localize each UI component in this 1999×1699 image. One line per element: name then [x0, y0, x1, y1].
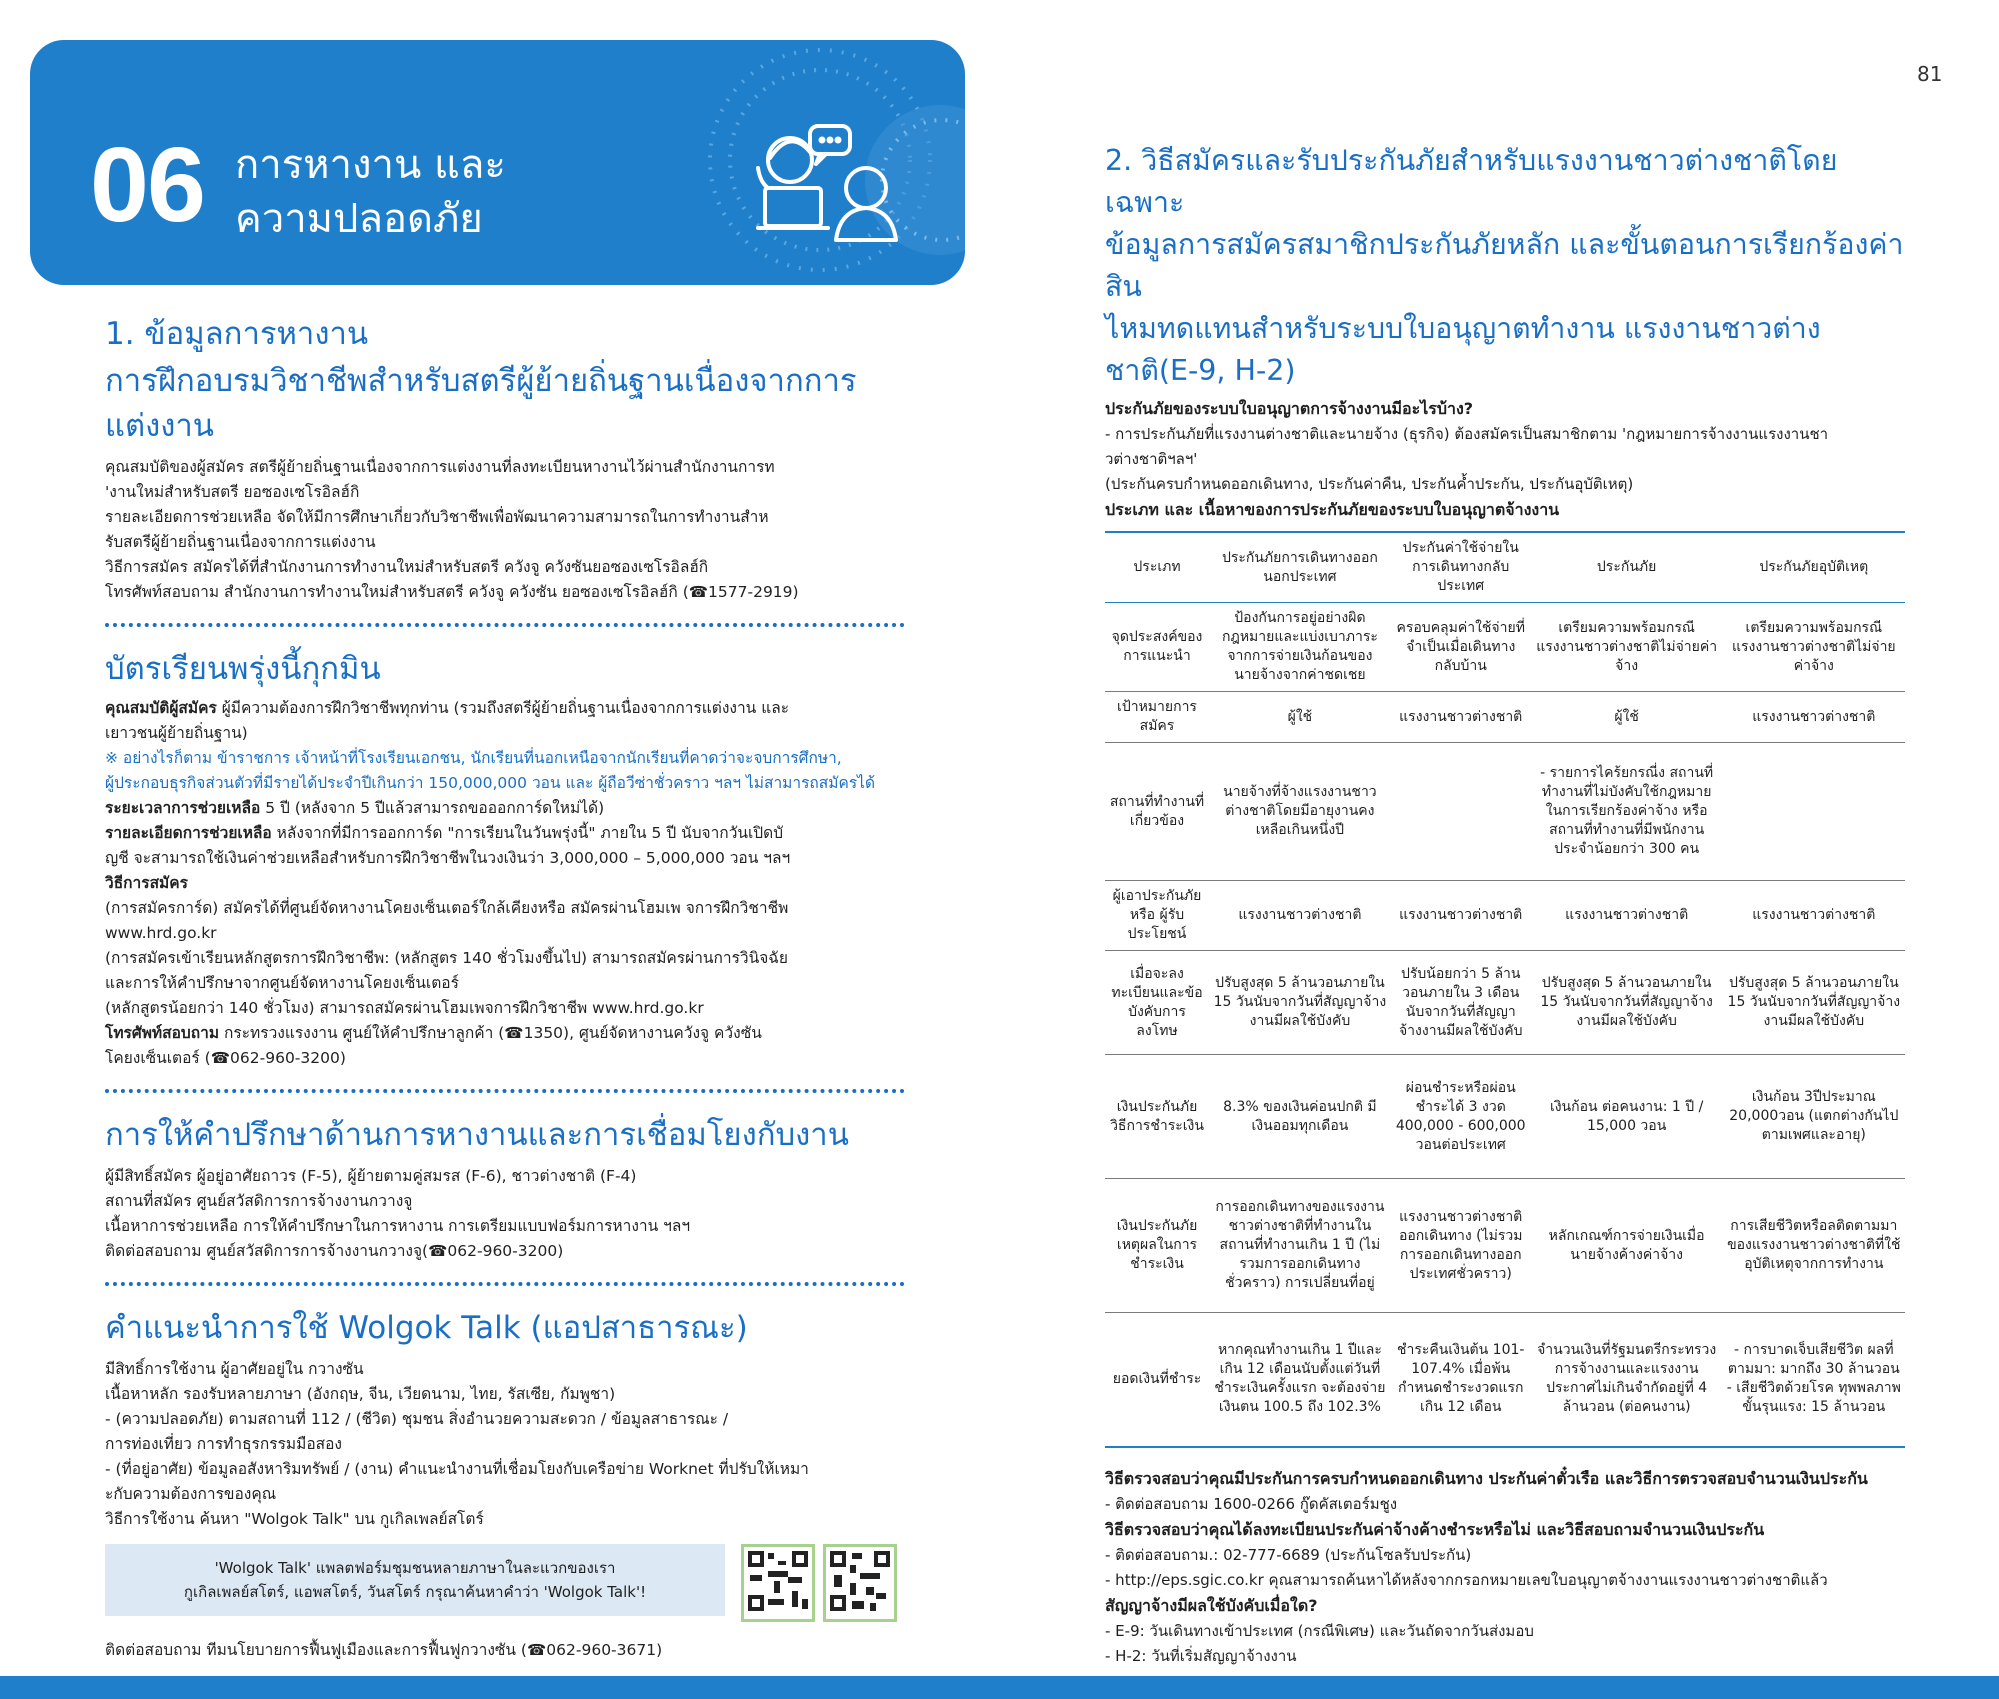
bottom-bar: [0, 1676, 1999, 1699]
page-number-right: 81: [1917, 62, 1943, 86]
section3-title: การให้คำปรึกษาด้านการหางานและการเชื่อมโยงกับงาน: [105, 1117, 849, 1153]
chapter-title-line1: การหางาน และ: [235, 142, 506, 188]
table-header-cell: ประกันภัยการเดินทางออกนอกประเทศ: [1209, 532, 1391, 603]
section1-subtitle: การฝึกอบรมวิชาชีพสำหรับสตรีผู้ย้ายถิ่นฐานเนื่องจากการแต่งงาน: [105, 363, 857, 444]
s2-label: รายละเอียดการช่วยเหลือ: [105, 824, 272, 842]
table-cell: 8.3% ของเงินค่อนปกติ มีเงินออมทุกเดือน: [1209, 1055, 1391, 1179]
callout-line2: กูเกิลเพลย์สโตร์, แอพสโตร์, วันสโตร์ กรุณาค้นหาคำว่า 'Wolgok Talk'!: [183, 1583, 647, 1601]
section4-title: คำแนะนำการใช้ Wolgok Talk (แอปสาธารณะ): [105, 1310, 748, 1346]
s2-text: กระทรวงแรงงาน ศูนย์ให้คำปรึกษาลูกค้า (☎1350), ศูนย์จัดหางานควังจู ควังซัน: [219, 1024, 762, 1042]
consultation-icon: [670, 40, 965, 285]
left-column: [105, 312, 905, 1699]
table-row-header: ผู้เอาประกันภัย หรือ ผู้รับประโยชน์: [1105, 881, 1209, 951]
s2-text: เยาวชนผู้ย้ายถิ่นฐาน): [105, 724, 248, 742]
s2-line: [105, 921, 905, 946]
question-check-departure: วิธีตรวจสอบว่าคุณมีประกันการครบกำหนดออกเดินทาง ประกันค่าตั๋วเรือ และวิธีการตรวจสอบจำนวนเงินประกัน: [1105, 1468, 1868, 1488]
s2-text: (หลักสูตรน้อยกว่า 140 ชั่วโมง) สามารถสมัครผ่านโฮมเพจการฝึกวิชาชีพ www.hrd.go.kr: [105, 999, 704, 1017]
s2-line: [105, 696, 905, 721]
s2-text: 5 ปี (หลังจาก 5 ปีแล้วสามารถขอออกการ์ดใหม่ได้): [260, 799, 605, 817]
table-cell: ครอบคลุมค่าใช้จ่ายที่จำเป็นเมื่อเดินทางกลับบ้าน: [1391, 603, 1531, 692]
s4-line: วิธีการใช้งาน ค้นหา "Wolgok Talk" บน กูเกิลเพลย์สโตร์: [105, 1510, 484, 1528]
table-cell: เตรียมความพร้อมกรณีแรงงานชาวต่างชาติไม่จ่ายค่าจ้าง: [1723, 603, 1905, 692]
s2-text: และการให้คำปรึกษาจากศูนย์จัดหางานโคยงเซ็นเตอร์: [105, 974, 459, 992]
table-cell: แรงงานชาวต่างชาติออกเดินทาง (ไม่รวมการออกเดินทางออกประเทศชั่วคราว): [1391, 1179, 1531, 1313]
s4-line: มีสิทธิ์การใช้งาน ผู้อาศัยอยู่ใน กวางซัน: [105, 1360, 364, 1378]
s4-line: - (ที่อยู่อาศัย) ข้อมูลอสังหาริมทรัพย์ / (งาน) คำแนะนำงานที่เชื่อมโยงกับเครือข่าย Worknet ที่ปรับให้เหมา: [105, 1460, 809, 1478]
table-cell: แรงงานชาวต่างชาติ: [1391, 881, 1531, 951]
table-cell: - การบาดเจ็บเสียชีวิต ผลที่ตามมา: มากถึง 30 ล้านวอน - เสียชีวิตด้วยโรค ทุพพลภาพขั้นรุนแรง: 15 ล้านวอน: [1723, 1313, 1905, 1447]
s2-text: ญชี จะสามารถใช้เงินค่าช่วยเหลือสำหรับการฝึกวิชาชีพในวงเงินว่า 3,000,000 – 5,000,000 วอน ฯลฯ: [105, 849, 791, 867]
table-cell: การเสียชีวิตหรือลติดตามมาของแรงงานชาวต่างชาติที่ใช้อุบัติเหตุจากการทำงาน: [1723, 1179, 1905, 1313]
s4-line: ะกับความต้องการของคุณ: [105, 1485, 277, 1503]
r-line: วต่างชาติฯลฯ': [1105, 450, 1198, 468]
s2-label: ระยะเวลาการช่วยเหลือ: [105, 799, 261, 817]
table-cell: แรงงานชาวต่างชาติ: [1209, 881, 1391, 951]
table-row-header: เมื่อจะลงทะเบียนและข้อบังคับการลงโทษ: [1105, 951, 1209, 1055]
table-header-row: [1105, 532, 1905, 603]
table-cell: เงินก้อน ต่อคนงาน: 1 ปี / 15,000 วอน: [1531, 1055, 1723, 1179]
question-insurance-types: ประกันภัยของระบบใบอนุญาตการจ้างงานมีอะไรบ้าง?: [1105, 399, 1474, 418]
s4-line: การท่องเที่ยว การทำธุรกรรมมือสอง: [105, 1435, 342, 1453]
table-row: [1105, 1179, 1905, 1313]
s1-line: วิธีการสมัคร สมัครได้ที่สำนักงานการทำงานใหม่สำหรับสตรี ควังจู ควังซันยอซองเซโรอิลฮ์กิ: [105, 558, 709, 576]
table-cell: ผ่อนชำระหรือผ่อนชำระได้ 3 งวด 400,000 - 600,000 วอนต่อประเทศ: [1391, 1055, 1531, 1179]
section1-title: 1. ข้อมูลการหางาน: [105, 316, 369, 352]
table-cell: ปรับน้อยกว่า 5 ล้านวอนภายใน 3 เดือนนับจากวันที่สัญญาจ้างงานมีผลใช้บังคับ: [1391, 951, 1531, 1055]
section4-body: [105, 1357, 905, 1532]
question-table-title: ประเภท และ เนื้อหาของการประกันภัยของระบบใบอนุญาตจ้างงาน: [1105, 500, 1560, 519]
table-cell: ผู้ใช้: [1531, 692, 1723, 743]
table-cell: จำนวนเงินที่รัฐมนตรีกระทรวงการจ้างงานและแรงงานประกาศไม่เกินจำกัดอยู่ที่ 4 ล้านวอน (ต่อคนงาน): [1531, 1313, 1723, 1447]
s2-line: [105, 821, 905, 846]
wolgok-callout: [105, 1544, 905, 1630]
question-contract-start: สัญญาจ้างมีผลใช้บังคับเมื่อใด?: [1105, 1595, 1318, 1615]
s3-line: สถานที่สมัคร ศูนย์สวัสดิการการจ้างงานกวางจู: [105, 1192, 413, 1210]
s2-note: ※ อย่างไรก็ตาม ข้าราชการ เจ้าหน้าที่โรงเรียนเอกชน, นักเรียนที่นอกเหนือจากนักเรียนที่คาดว่าจะจบการศึกษา,: [105, 749, 842, 767]
s2-line: [105, 871, 905, 896]
table-cell: แรงงานชาวต่างชาติ: [1723, 692, 1905, 743]
s1-line: คุณสมบัติของผู้สมัคร สตรีผู้ย้ายถิ่นฐานเนื่องจากการแต่งงานที่ลงทะเบียนหางานไว้ผ่านสำนักงานการท: [105, 458, 775, 476]
table-cell: นายจ้างที่จ้างแรงงานชาวต่างชาติโดยมีอายุงานคงเหลือเกินหนึ่งปี: [1209, 743, 1391, 881]
s2-line: [105, 796, 905, 821]
table-header-cell: ประกันภัย: [1531, 532, 1723, 603]
s2-line: [105, 1021, 905, 1046]
table-row: [1105, 1313, 1905, 1447]
s2-text: (การสมัครการ์ด) สมัครได้ที่ศูนย์จัดหางานโคยงเซ็นเตอร์ใกล้เคียงหรือ สมัครผ่านโฮมเพ จการฝึกวิชาชีพ: [105, 899, 789, 917]
r-line: (ประกันครบกำหนดออกเดินทาง, ประกันค่าคืน, ประกันค้ำประกัน, ประกันอุบัติเหตุ): [1105, 475, 1634, 493]
table-row: [1105, 881, 1905, 951]
section3-body: [105, 1164, 905, 1264]
s3-line: เนื้อหาการช่วยเหลือ การให้คำปรึกษาในการหางาน การเตรียมแบบฟอร์มการหางาน ฯลฯ: [105, 1217, 691, 1235]
right-title-line1: 2. วิธีสมัครและรับประกันภัยสำหรับแรงงานชาวต่างชาติโดยเฉพาะ: [1105, 144, 1838, 219]
s2-label: คุณสมบัติผู้สมัคร: [105, 699, 217, 717]
r-line: - http://eps.sgic.co.kr คุณสามารถค้นหาได้หลังจากกรอกหมายเลขใบอนุญาตจ้างงานแรงงานชาวต่างชาติแล้ว: [1105, 1570, 1828, 1589]
table-cell: แรงงานชาวต่างชาติ: [1723, 881, 1905, 951]
table-cell: ป้องกันการอยู่อย่างผิดกฎหมายและแบ่งเบาภาระจากการจ่ายเงินก้อนของนายจ้างจากค่าชดเชย: [1209, 603, 1391, 692]
s2-note: ผู้ประกอบธุรกิจส่วนตัวที่มีรายได้ประจำปีเกินกว่า 150,000,000 วอน และ ผู้ถือวีซ่าชั่วคราว ฯลฯ ไม่สามารถสมัครได้: [105, 774, 876, 792]
s2-text: www.hrd.go.kr: [105, 924, 217, 942]
table-header-cell: ประกันภัยอุบัติเหตุ: [1723, 532, 1905, 603]
table-cell: แรงงานชาวต่างชาติ: [1531, 881, 1723, 951]
r-line: - H-2: วันที่เริ่มสัญญาจ้างงาน: [1105, 1646, 1297, 1665]
callout-box: [105, 1544, 725, 1616]
right-title-line3: ไหมทดแทนสำหรับระบบใบอนุญาตทำงาน แรงงานชาวต่างชาติ(E-9, H-2): [1105, 312, 1821, 387]
table-row-header: ยอดเงินที่ชำระ: [1105, 1313, 1209, 1447]
s4-line: เนื้อหาหลัก รองรับหลายภาษา (อังกฤษ, จีน, เวียดนาม, ไทย, รัสเซีย, กัมพูชา): [105, 1385, 616, 1403]
table-row: [1105, 1055, 1905, 1179]
s1-line: 'งานใหม่สำหรับสตรี ยอซองเซโรอิลฮ์กิ: [105, 483, 360, 501]
table-header-cell: ประเภท: [1105, 532, 1209, 603]
s1-line: รายละเอียดการช่วยเหลือ จัดให้มีการศึกษาเกี่ยวกับวิชาชีพเพื่อพัฒนาความสามารถในการทำงานสำห: [105, 508, 769, 526]
qr-code-android[interactable]: [741, 1544, 815, 1622]
s1-line: รับสตรีผู้ย้ายถิ่นฐานเนื่องจากการแต่งงาน: [105, 533, 376, 551]
s2-line: [105, 1046, 905, 1071]
divider: [105, 1089, 905, 1093]
table-cell: การออกเดินทางของแรงงานชาวต่างชาติที่ทำงานในสถานที่ทำงานเกิน 1 ปี (ไม่รวมการออกเดินทางชั่วคราว) การเปลี่ยนที่อยู่: [1209, 1179, 1391, 1313]
table-row-header: เป้าหมายการสมัคร: [1105, 692, 1209, 743]
table-row-header: สถานที่ทำงานที่เกี่ยวข้อง: [1105, 743, 1209, 881]
chapter-banner: [30, 40, 965, 285]
wolgok-contact: ติดต่อสอบถาม ทีมนโยบายการฟื้นฟูเมืองและการฟื้นฟูกวางซัน (☎062-960-3671): [105, 1641, 663, 1659]
s2-text: ผู้มีความต้องการฝึกวิชาชีพทุกท่าน (รวมถึงสตรีผู้ย้ายถิ่นฐานเนื่องจากการแต่งงาน และ: [216, 699, 790, 717]
table-header-cell: ประกันค่าใช้จ่ายในการเดินทางกลับประเทศ: [1391, 532, 1531, 603]
table-row-header: จุดประสงค์ของการแนะนำ: [1105, 603, 1209, 692]
chapter-title: [235, 138, 506, 246]
table-cell: หลักเกณฑ์การจ่ายเงินเมื่อนายจ้างค้างค่าจ้าง: [1531, 1179, 1723, 1313]
question-check-wage: วิธีตรวจสอบว่าคุณได้ลงทะเบียนประกันค่าจ้างค้างชำระหรือไม่ และวิธีสอบถามจำนวนเงินประกัน: [1105, 1519, 1765, 1539]
s2-text: หลังจากที่มีการออกการ์ด "การเรียนในวันพรุ่งนี้" ภายใน 5 ปี นับจากวันเปิดบั: [271, 824, 784, 842]
chapter-number: 06: [90, 126, 204, 244]
qr-code-ios[interactable]: [823, 1544, 897, 1622]
s4-line: - (ความปลอดภัย) ตามสถานที่ 112 / (ชีวิต) ชุมชน สิ่งอำนวยความสะดวก / ข้อมูลสาธารณะ /: [105, 1410, 729, 1428]
table-cell: เตรียมความพร้อมกรณีแรงงานชาวต่างชาติไม่จ่ายค่าจ้าง: [1531, 603, 1723, 692]
insurance-table: [1105, 531, 1905, 1448]
table-row-header: เงินประกันภัย วิธีการชำระเงิน: [1105, 1055, 1209, 1179]
chapter-title-line2: ความปลอดภัย: [235, 196, 483, 242]
table-row: [1105, 743, 1905, 881]
divider: [105, 623, 905, 627]
right-title-line2: ข้อมูลการสมัครสมาชิกประกันภัยหลัก และขั้นตอนการเรียกร้องค่าสิน: [1105, 228, 1904, 303]
s2-label: วิธีการสมัคร: [105, 874, 188, 892]
section2-title: บัตรเรียนพรุ่งนี้กุกมิน: [105, 651, 381, 687]
r-line: - E-9: วันเดินทางเข้าประเทศ (กรณีพิเศษ) และวันถัดจากวันส่งมอบ: [1105, 1621, 1534, 1640]
s2-line: [105, 896, 905, 921]
table-cell: - รายการไคร้ยกรณี่ง สถานที่ทำงานที่ไม่บังคับใช้กฎหมายในการเรียกร้องค่าจ้าง หรือสถานที่ทำงานที่มีพนักงานประจำน้อยกว่า 300 คน: [1531, 743, 1723, 881]
table-cell: เงินก้อน 3ปีประมาณ 20,000วอน (แตกต่างกันไปตามเพศและอายุ): [1723, 1055, 1905, 1179]
s2-line: [105, 996, 905, 1021]
s2-line: [105, 721, 905, 746]
s2-line: [105, 946, 905, 971]
s2-line: [105, 971, 905, 996]
r-line: - การประกันภัยที่แรงงานต่างชาติและนายจ้าง (ธุรกิจ) ต้องสมัครเป็นสมาชิกตาม 'กฎหมายการจ้างงานแรงงานชา: [1105, 425, 1829, 443]
s3-line: ผู้มีสิทธิ์สมัคร ผู้อยู่อาศัยถาวร (F-5), ผู้ย้ายตามคู่สมรส (F-6), ชาวต่างชาติ (F-4): [105, 1167, 637, 1185]
table-row: [1105, 951, 1905, 1055]
s3-line: ติดต่อสอบถาม ศูนย์สวัสดิการการจ้างงานกวางจู(☎062-960-3200): [105, 1242, 564, 1260]
table-row-header: เงินประกันภัย เหตุผลในการชำระเงิน: [1105, 1179, 1209, 1313]
table-cell: ปรับสูงสุด 5 ล้านวอนภายใน 15 วันนับจากวันที่สัญญาจ้างงานมีผลใช้บังคับ: [1531, 951, 1723, 1055]
callout-line1: 'Wolgok Talk' แพลตฟอร์มชุมชนหลายภาษาในละแวกของเรา: [214, 1559, 616, 1577]
right-column: [1105, 140, 1905, 1699]
r-line: - ติดต่อสอบถาม.: 02-777-6689 (ประกันโซลรับประกัน): [1105, 1545, 1472, 1564]
table-cell: [1391, 743, 1531, 881]
table-cell: ปรับสูงสุด 5 ล้านวอนภายใน 15 วันนับจากวันที่สัญญาจ้างงานมีผลใช้บังคับ: [1723, 951, 1905, 1055]
table-cell: ปรับสูงสุด 5 ล้านวอนภายใน 15 วันนับจากวันที่สัญญาจ้างงานมีผลใช้บังคับ: [1209, 951, 1391, 1055]
s1-line: โทรศัพท์สอบถาม สำนักงานการทำงานใหม่สำหรับสตรี ควังจู ควังซัน ยอซองเซโรอิลฮ์กิ (☎1577-2919): [105, 583, 799, 601]
r-line: - ติดต่อสอบถาม 1600-0266 กู๊ดคัสเตอร์มชูง: [1105, 1494, 1398, 1513]
s2-line: [105, 846, 905, 871]
table-cell: [1723, 743, 1905, 881]
divider: [105, 1282, 905, 1286]
table-cell: ผู้ใช้: [1209, 692, 1391, 743]
section1-body: [105, 455, 905, 605]
s2-text: โคยงเซ็นเตอร์ (☎062-960-3200): [105, 1049, 346, 1067]
table-row: [1105, 692, 1905, 743]
table-cell: ชำระคืนเงินต้น 101-107.4% เมื่อพ้นกำหนดชำระงวดแรกเกิน 12 เดือน: [1391, 1313, 1531, 1447]
table-row: [1105, 603, 1905, 692]
section2-body: [105, 696, 905, 1071]
table-cell: หากคุณทำงานเกิน 1 ปีและเกิน 12 เดือนนับตั้งแต่วันที่ชำระเงินครั้งแรก จะต้องจ่ายเงินตน 100.5 ถึง 102.3%: [1209, 1313, 1391, 1447]
s2-label: โทรศัพท์สอบถาม: [105, 1024, 220, 1042]
s2-text: (การสมัครเข้าเรียนหลักสูตรการฝึกวิชาชีพ: (หลักสูตร 140 ชั่วโมงขึ้นไป) สามารถสมัครผ่านการวินิจฉัย: [105, 949, 788, 967]
table-cell: แรงงานชาวต่างชาติ: [1391, 692, 1531, 743]
